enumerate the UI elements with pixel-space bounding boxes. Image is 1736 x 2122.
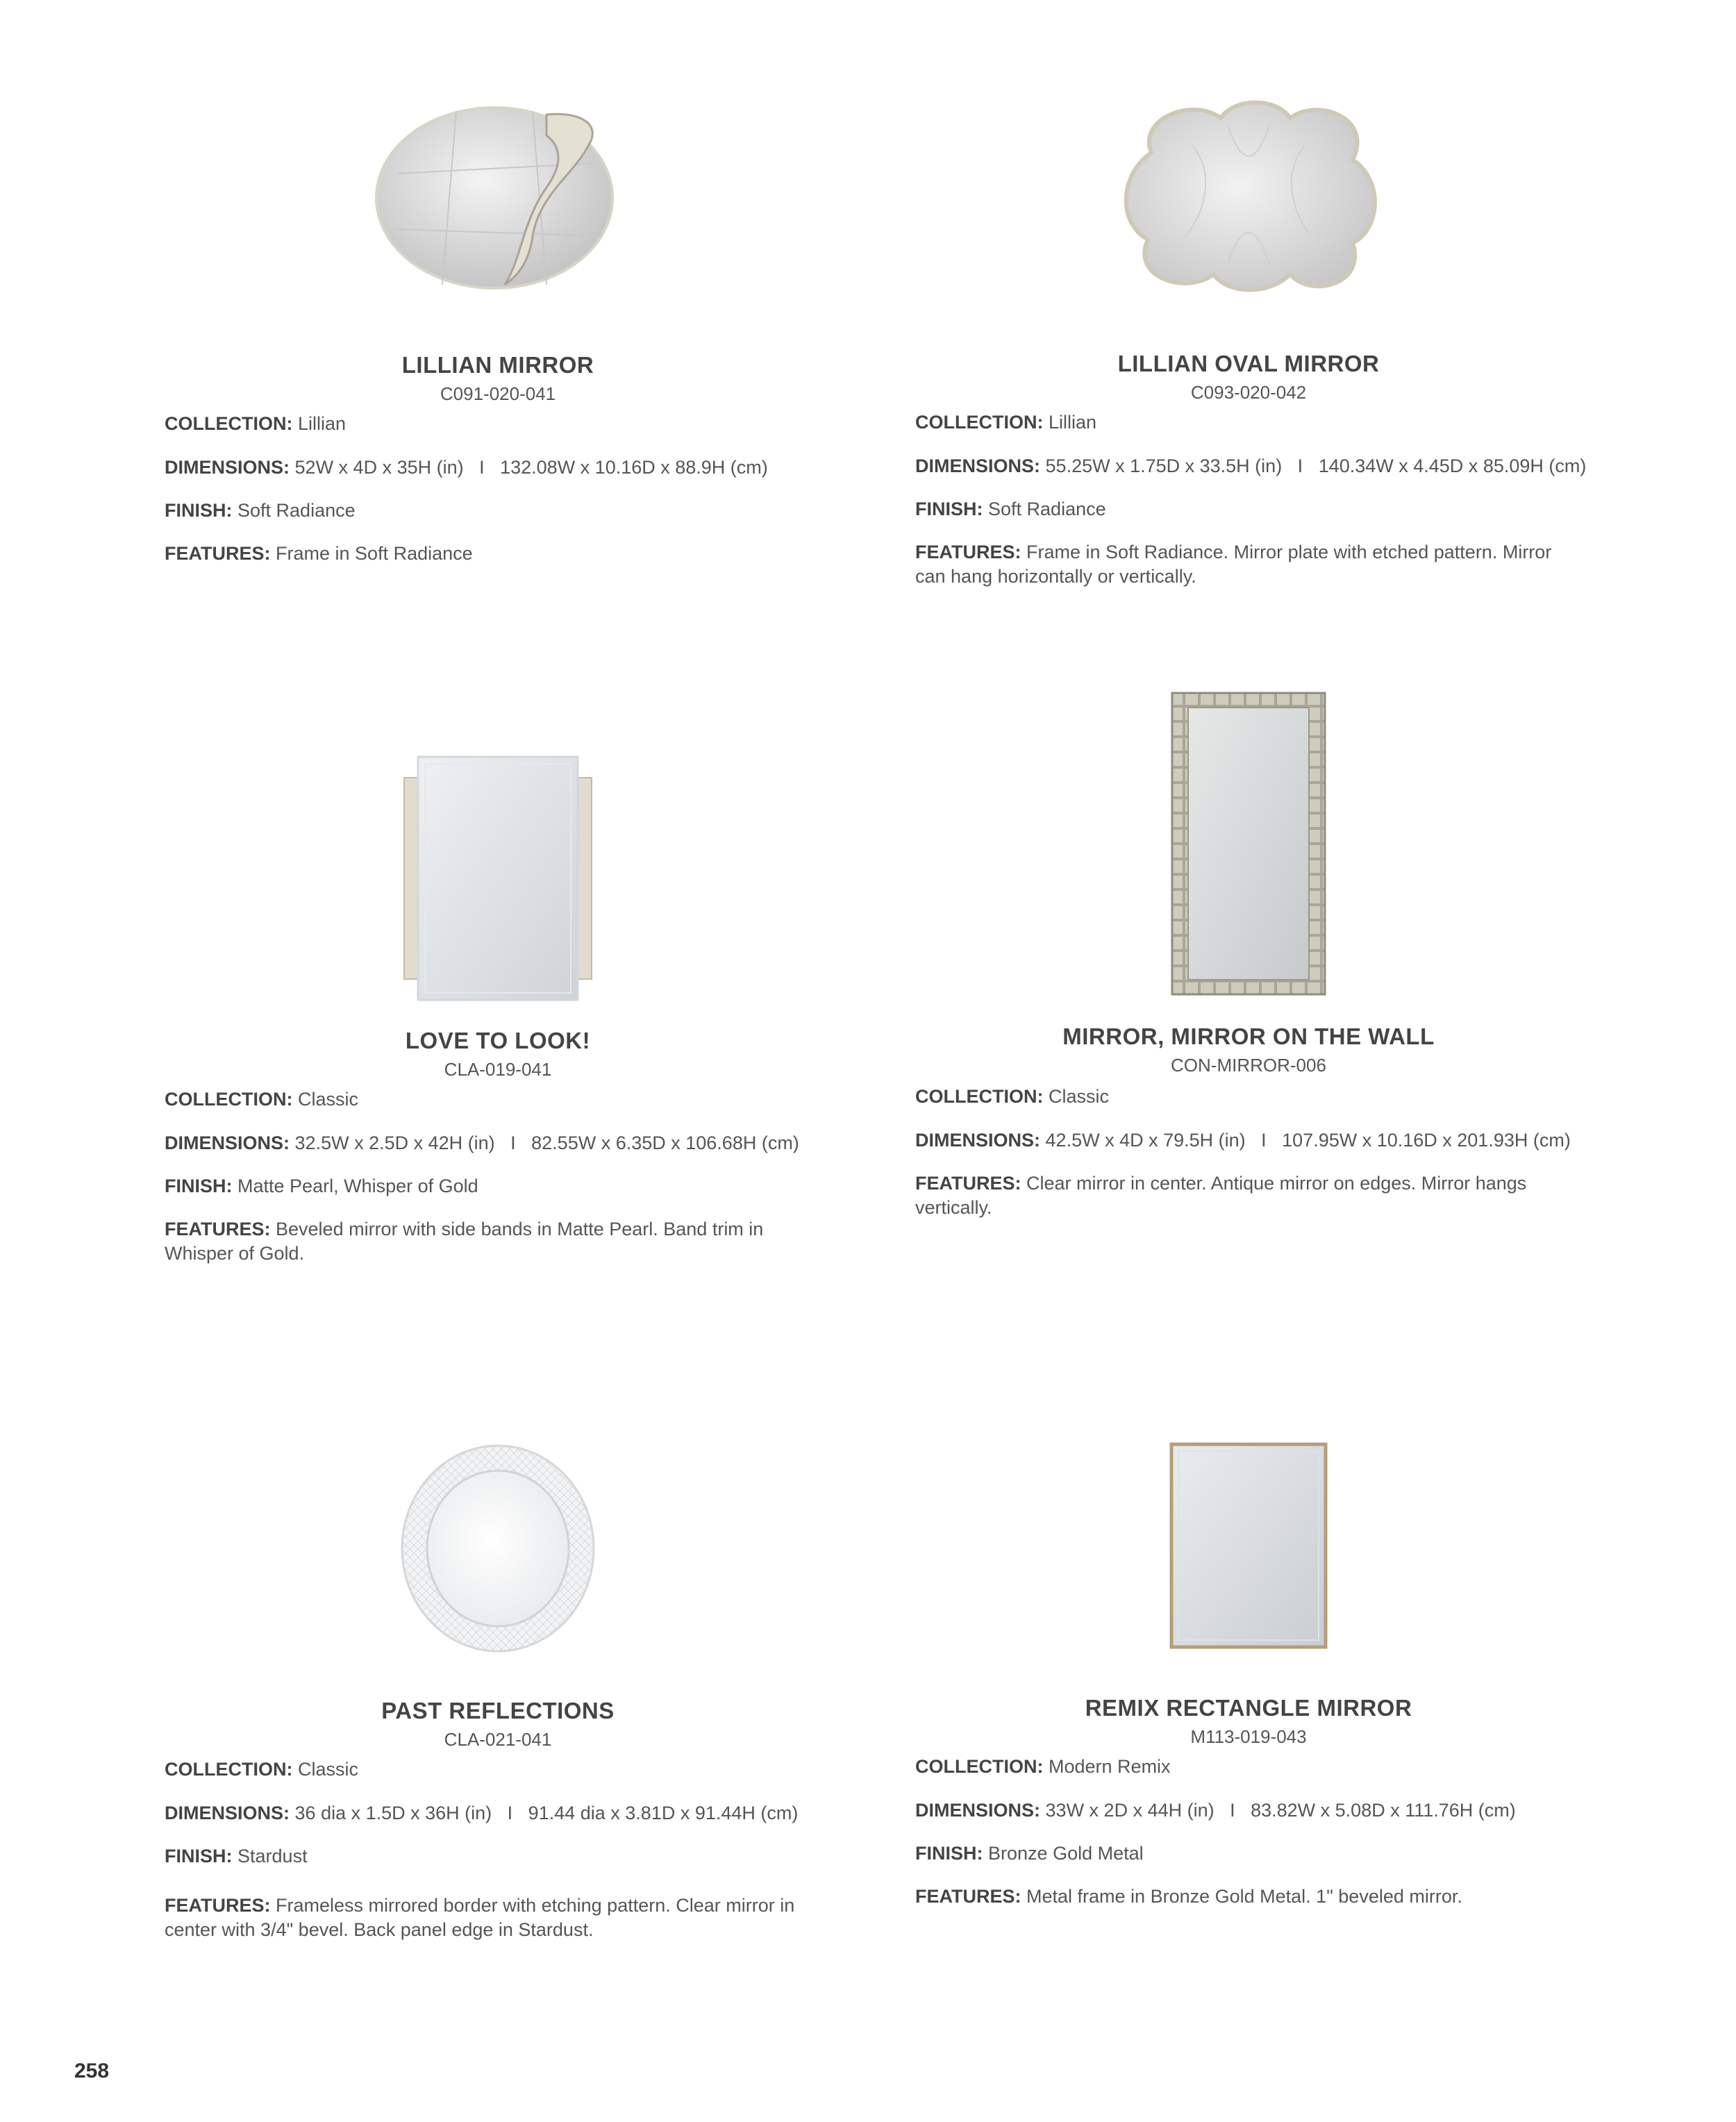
collection-value: Lillian [1049,412,1097,433]
features-label: FEATURES: [915,542,1021,562]
product-code: C091-020-041 [440,383,556,404]
product-name: MIRROR, MIRROR ON THE WALL [1062,1024,1435,1049]
product-code: CLA-021-041 [444,1729,552,1750]
product-image [165,97,831,361]
collection-label: COLLECTION: [915,412,1044,433]
collection-row [915,1085,1582,1109]
dimensions-label: DIMENSIONS: [165,1133,290,1153]
finish-value: Stardust [237,1846,308,1866]
dimensions-value: 36 dia x 1.5D x 36H (in) I 91.44 dia x 3.81D x 91.44H (cm) [294,1803,799,1823]
collection-row [165,1087,831,1112]
collection-label: COLLECTION: [915,1756,1044,1777]
collection-row [165,412,831,436]
product-image [915,1442,1582,1705]
collection-label: COLLECTION: [165,1089,293,1110]
product-name: LILLIAN OVAL MIRROR [1117,351,1380,376]
dimensions-value: 42.5W x 4D x 79.5H (in) I 107.95W x 10.16D x 201.93H (cm) [1045,1130,1571,1151]
collection-label: COLLECTION: [165,413,293,434]
dimensions-row [165,1131,831,1155]
features-row [915,1171,1582,1220]
product-code: CLA-019-041 [444,1059,552,1080]
dimensions-label: DIMENSIONS: [915,1800,1041,1821]
features-value: Beveled mirror with side bands in Matte Pearl. Band trim in Whisper of Gold. [165,1219,764,1264]
collection-value: Classic [298,1759,359,1780]
finish-row [915,1841,1582,1866]
features-row [165,1894,831,1942]
features-value: Frameless mirrored border with etching pattern. Clear mirror in center with 3/4" bevel. Back panel edge in Stardust. [165,1895,795,1940]
features-label: FEATURES: [165,1219,271,1239]
product-image [165,1441,831,1705]
features-value: Frame in Soft Radiance [276,543,473,564]
product-image [915,691,1582,955]
finish-label: FINISH: [165,500,233,521]
collection-value: Classic [1049,1086,1110,1107]
finish-value: Soft Radiance [237,500,356,521]
dimensions-value: 33W x 2D x 44H (in) I 83.82W x 5.08D x 111.76H (cm) [1045,1800,1516,1821]
dimensions-row [915,454,1587,478]
features-value: Frame in Soft Radiance. Mirror plate with etched pattern. Mirror can hang horizontally or vertically. [915,542,1552,587]
product-code: CON-MIRROR-006 [1171,1055,1326,1076]
product-name: LOVE TO LOOK! [405,1028,591,1053]
dimensions-row [915,1798,1582,1823]
product-image [915,90,1582,354]
product-image [165,753,831,1017]
collection-value: Classic [298,1089,359,1110]
finish-row [165,1174,831,1198]
features-value: Clear mirror in center. Antique mirror on edges. Mirror hangs vertically. [915,1173,1527,1218]
dimensions-value: 55.25W x 1.75D x 33.5H (in) I 140.34W x 4.45D x 85.09H (cm) [1045,456,1587,476]
finish-label: FINISH: [915,1843,983,1864]
features-label: FEATURES: [915,1173,1021,1194]
collection-label: COLLECTION: [165,1759,293,1780]
dimensions-label: DIMENSIONS: [165,1803,290,1823]
collection-row [915,1755,1582,1779]
product-code: M113-019-043 [1190,1726,1307,1747]
product-name: PAST REFLECTIONS [381,1698,615,1723]
finish-row [915,497,1582,521]
features-label: FEATURES: [915,1886,1021,1907]
features-label: FEATURES: [165,543,271,564]
dimensions-value: 32.5W x 2.5D x 42H (in) I 82.55W x 6.35D x 106.68H (cm) [294,1133,799,1153]
features-label: FEATURES: [165,1895,271,1916]
dimensions-label: DIMENSIONS: [915,1130,1041,1151]
dimensions-value: 52W x 4D x 35H (in) I 132.08W x 10.16D x 88.9H (cm) [294,457,768,478]
features-row [165,1217,831,1266]
product-name: REMIX RECTANGLE MIRROR [1085,1695,1412,1721]
dimensions-row [165,456,831,480]
dimensions-label: DIMENSIONS: [165,457,290,478]
page-number: 258 [74,2060,110,2082]
features-row [915,1885,1582,1909]
collection-row [915,410,1582,435]
collection-row [165,1757,831,1782]
collection-value: Modern Remix [1049,1756,1171,1777]
finish-value: Bronze Gold Metal [988,1843,1144,1864]
product-code: C093-020-042 [1190,382,1307,403]
product-name: LILLIAN MIRROR [401,352,594,378]
features-row [165,542,831,566]
finish-value: Matte Pearl, Whisper of Gold [237,1176,478,1196]
collection-label: COLLECTION: [915,1086,1044,1107]
collection-value: Lillian [298,413,347,434]
features-row [915,540,1582,589]
features-value: Metal frame in Bronze Gold Metal. 1" beveled mirror. [1026,1886,1462,1907]
finish-value: Soft Radiance [988,499,1106,519]
dimensions-row [915,1128,1582,1153]
finish-row [165,1844,831,1869]
finish-label: FINISH: [165,1176,233,1196]
finish-label: FINISH: [915,499,983,519]
dimensions-row [165,1801,831,1826]
finish-label: FINISH: [165,1846,233,1866]
dimensions-label: DIMENSIONS: [915,456,1041,476]
finish-row [165,499,831,523]
